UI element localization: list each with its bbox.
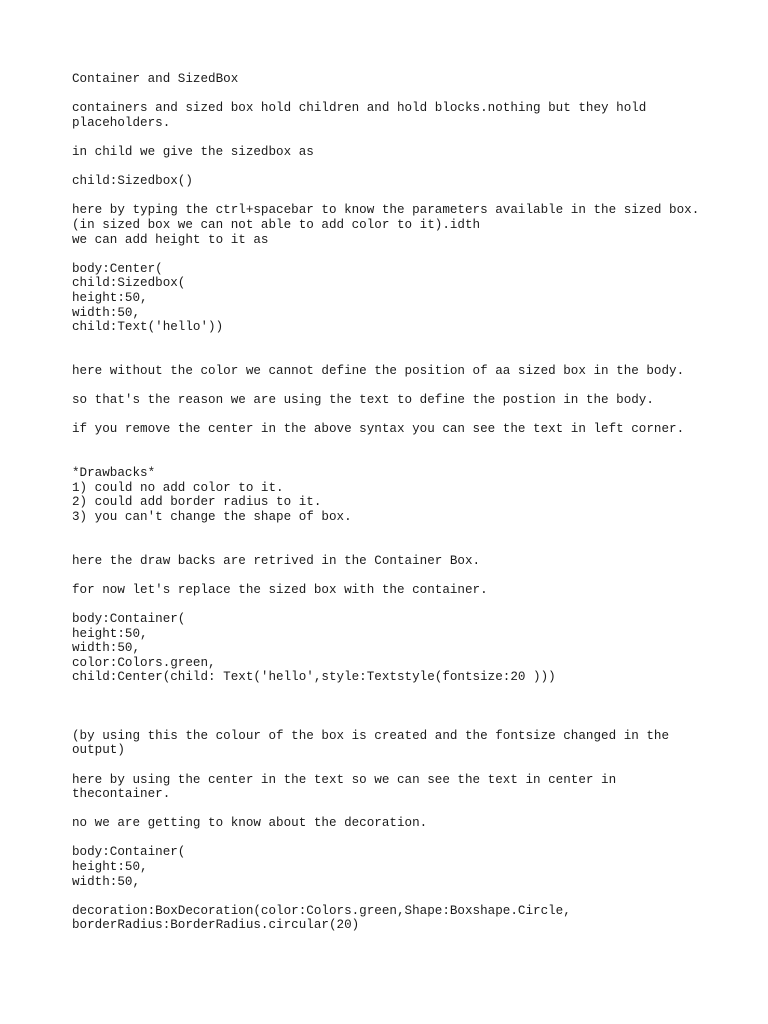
doc-line (72, 189, 708, 204)
code-line: decoration:BoxDecoration(color:Colors.green,Shape:Boxshape.Circle, (72, 903, 571, 918)
list-item: 1) could no add color to it. (72, 480, 284, 495)
code-line: child:Sizedbox() (72, 174, 193, 189)
code-line: height:50, (72, 860, 148, 875)
code-line: height:50, (72, 290, 148, 305)
code-line: body:Center( (72, 261, 163, 276)
doc-line: thecontainer. (72, 787, 171, 802)
code-line: color:Colors.green, (72, 655, 216, 670)
doc-line: placeholders. (72, 115, 171, 130)
doc-line: for now let's replace the sized box with the container. (72, 582, 488, 597)
doc-line (72, 160, 708, 175)
doc-line: (in sized box we can not able to add color to it).idth (72, 217, 481, 232)
doc-line (72, 247, 708, 262)
doc-line (72, 408, 708, 423)
doc-line: output) (72, 743, 125, 758)
list-item: 2) could add border radius to it. (72, 495, 322, 510)
doc-line: here the draw backs are retrived in the Container Box. (72, 553, 481, 568)
code-line: body:Container( (72, 611, 186, 626)
code-line: child:Text('hello')) (72, 320, 224, 335)
code-line: body:Container( (72, 845, 186, 860)
doc-line (72, 130, 708, 145)
doc-line (72, 87, 708, 102)
code-line: width:50, (72, 305, 141, 320)
doc-line (72, 335, 708, 350)
code-line: child:Sizedbox( (72, 276, 186, 291)
doc-line (72, 568, 708, 583)
code-line: width:50, (72, 874, 141, 889)
doc-line: in child we give the sizedbox as (72, 144, 314, 159)
doc-line (72, 539, 708, 554)
code-line: borderRadius:BorderRadius.circular(20) (72, 918, 360, 933)
code-line: width:50, (72, 641, 141, 656)
doc-line: containers and sized box hold children and hold blocks.nothing but they hold (72, 101, 647, 116)
doc-title: Container and SizedBox (72, 72, 239, 86)
doc-line (72, 451, 708, 466)
doc-line (72, 802, 708, 817)
code-line: child:Center(child: Text('hello',style:Textstyle(fontsize:20 ))) (72, 670, 556, 685)
doc-line (72, 349, 708, 364)
list-item: 3) you can't change the shape of box. (72, 509, 352, 524)
doc-line (72, 758, 708, 773)
doc-line: no we are getting to know about the decoration. (72, 816, 428, 831)
drawbacks-heading: *Drawbacks* (72, 466, 156, 481)
doc-line (72, 437, 708, 452)
doc-line (72, 685, 708, 700)
doc-line: we can add height to it as (72, 232, 269, 247)
doc-line: if you remove the center in the above syntax you can see the text in left corner. (72, 422, 685, 437)
doc-line (72, 597, 708, 612)
doc-line (72, 700, 708, 715)
doc-line: here without the color we cannot define the position of aa sized box in the body. (72, 363, 685, 378)
doc-line: so that's the reason we are using the text to define the postion in the body. (72, 393, 654, 408)
doc-line: (by using this the colour of the box is created and the fontsize changed in the (72, 728, 670, 743)
doc-line: here by typing the ctrl+spacebar to know the parameters available in the sized box. (72, 203, 700, 218)
doc-line (72, 378, 708, 393)
code-line: height:50, (72, 626, 148, 641)
doc-line (72, 889, 708, 904)
doc-line (72, 714, 708, 729)
doc-line (72, 831, 708, 846)
doc-line: here by using the center in the text so we can see the text in center in (72, 772, 617, 787)
doc-line (72, 524, 708, 539)
